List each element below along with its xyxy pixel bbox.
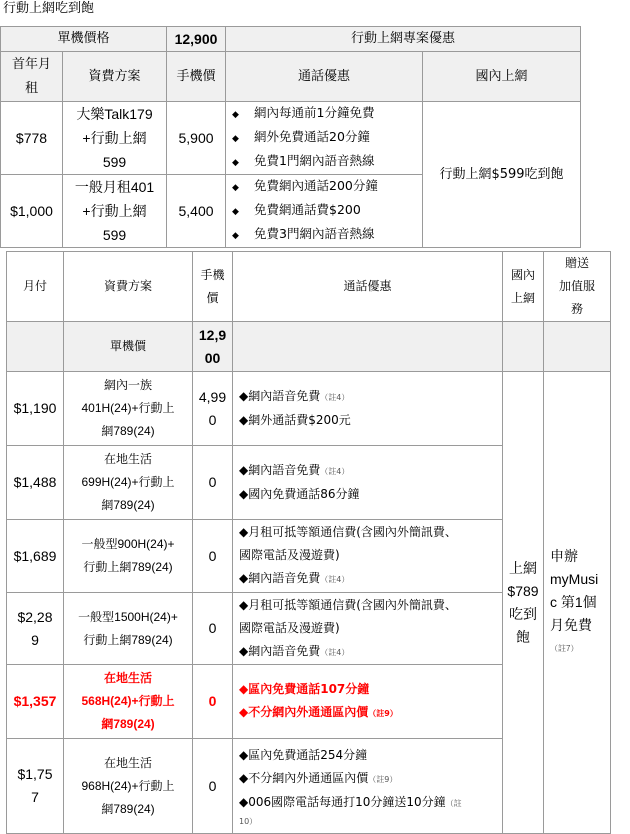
benefit-item: ◆ 網內每通前1分鐘免費 (232, 102, 422, 126)
benefit-text: ◆網內語音免費 (239, 463, 321, 477)
col-internet-line: 上網 (510, 290, 535, 305)
monthly-pay (7, 593, 64, 665)
plan-line: +行動上網 (82, 130, 147, 146)
call-benefits (233, 520, 503, 593)
col-gift-line: 贈送 (564, 256, 589, 270)
plan-line: 599 (102, 227, 127, 243)
rent-value: $778 (1, 102, 63, 175)
call-benefits (226, 175, 423, 248)
plan-line: 在地生活 (103, 671, 152, 685)
single-price-label: 單機價格 (1, 27, 167, 52)
call-benefits (233, 372, 503, 446)
single-price-label: 單機價 (64, 322, 193, 372)
col-gift-line: 務 (570, 302, 583, 316)
plan-name (64, 665, 193, 739)
monthly-plan-table (6, 251, 611, 834)
phone-price: 0 (193, 739, 233, 834)
benefit-text: ◆不分網內外通通區內價 (239, 770, 369, 785)
table-row (1, 102, 581, 175)
single-price-line: 12,9 (198, 326, 227, 343)
plan-line: 網內一族 (103, 378, 152, 392)
table-row (7, 322, 611, 372)
plan-line: 在地生活 (103, 452, 152, 466)
col-first-month-rent (1, 52, 63, 102)
monthly-pay (7, 739, 64, 834)
plan-line: 行動上網789(24) (83, 632, 173, 647)
plan-line: 網789(24) (101, 717, 155, 731)
benefit-item: ◆ 免費網通話費$200 (232, 199, 422, 223)
monthly-pay-line: $1,75 (17, 766, 53, 782)
benefit-item: 國際電話及漫遊費) (239, 548, 340, 562)
call-benefits (233, 665, 503, 739)
plan-line: 968H(24)+行動上 (81, 778, 175, 793)
empty-cell (544, 322, 611, 372)
plan-line: 大樂Talk179 (76, 106, 153, 122)
single-price-value: 12,900 (167, 27, 226, 52)
internet-offer: 行動上網$599吃到飽 (423, 102, 581, 248)
phone-price (193, 372, 233, 446)
empty-cell (233, 322, 503, 372)
footnote: （註7） (550, 644, 579, 653)
col-phone-price: 手機價 (167, 52, 226, 102)
benefit-item: ◆網外通話費$200元 (239, 413, 351, 427)
footnote: （註4） (320, 393, 350, 402)
col-call-offer: 通話優惠 (233, 252, 503, 322)
monthly-pay: $1,357 (7, 665, 64, 739)
gift-service (544, 372, 611, 834)
table-row (7, 372, 611, 446)
internet-line: $789 (507, 582, 539, 599)
promo-header: 行動上網專案優惠 (226, 27, 581, 52)
footnote: （註9） (368, 709, 398, 718)
phone-price-line: 0 (208, 411, 217, 428)
internet-line: 吃到 (509, 605, 537, 622)
benefit-item: ◆ 網外免費通話20分鐘 (232, 126, 422, 150)
benefit-item: ◆區內免費通話107分鐘 (239, 682, 370, 696)
phone-price: 0 (193, 446, 233, 520)
footnote: （註9） (368, 774, 398, 784)
col-internet (503, 252, 544, 322)
benefit-item (239, 385, 502, 409)
benefit-text: ◆006國際電話每通打10分鐘送10分鐘 (239, 794, 446, 809)
benefit-item (239, 767, 502, 791)
monthly-pay: $1,488 (7, 446, 64, 520)
benefit-item: ◆國內免費通話86分鐘 (239, 487, 360, 501)
call-benefits (226, 102, 423, 175)
call-benefits (233, 739, 503, 834)
col-gift (544, 252, 611, 322)
col-call-offer: 通話優惠 (226, 52, 423, 102)
plan-line: 401H(24)+行動上 (81, 401, 175, 415)
benefit-item: ◆ 免費3門網內語音熱線 (232, 223, 422, 247)
benefit-text: ◆網內語音免費 (239, 643, 321, 658)
phone-price: 0 (193, 593, 233, 665)
internet-offer (503, 372, 544, 834)
plan-name (63, 175, 167, 248)
phone-price: 0 (193, 665, 233, 739)
phone-price-line: 4,99 (198, 388, 227, 405)
plan-name (64, 446, 193, 520)
empty-cell (503, 322, 544, 372)
plan-line: 網789(24) (101, 424, 155, 438)
col-gift-line: 加值服 (558, 279, 595, 293)
monthly-pay: $1,689 (7, 520, 64, 593)
footnote: 10） (239, 816, 258, 826)
col-phone-price-line: 價 (206, 290, 219, 305)
benefit-item (239, 791, 502, 815)
monthly-pay: $1,190 (7, 372, 64, 446)
col-first-month-line1: 首年月 (11, 56, 51, 72)
benefit-text: ◆不分網內外通通區內價 (239, 705, 369, 719)
plan-name (64, 520, 193, 593)
plan-name (64, 593, 193, 665)
plan-line: 網789(24) (101, 498, 155, 512)
plan-name (64, 372, 193, 446)
col-phone-price-line: 手機 (200, 267, 225, 282)
benefit-item: ◆ 免費網內通話200分鐘 (232, 175, 422, 199)
gift-line: 申辦 (550, 548, 578, 564)
col-plan: 資費方案 (64, 252, 193, 322)
footnote: （註 (445, 798, 462, 808)
benefit-item (239, 459, 502, 483)
col-plan: 資費方案 (63, 52, 167, 102)
plan-line: +行動上網 (82, 203, 147, 219)
benefit-item: 國際電話及漫遊費) (239, 620, 340, 635)
benefit-item: ◆區內免費通話254分鐘 (239, 747, 368, 762)
benefit-text: ◆網內語音免費 (239, 571, 321, 585)
plan-name (64, 739, 193, 834)
monthly-pay-line: 7 (31, 789, 39, 805)
col-monthly: 月付 (7, 252, 64, 322)
plan-line: 在地生活 (103, 755, 152, 770)
plan-line: 一般月租401 (74, 179, 155, 195)
footnote: （註4） (320, 647, 350, 657)
plan-name (63, 102, 167, 175)
gift-line: c 第1個 (550, 594, 597, 610)
plan-line: 網789(24) (101, 801, 155, 816)
benefit-item: ◆月租可抵等額通信費(含國內外簡訊費、 (239, 597, 457, 612)
benefit-text: ◆網內語音免費 (239, 389, 321, 403)
benefit-item (239, 701, 502, 725)
single-price-value (193, 322, 233, 372)
empty-cell (7, 322, 64, 372)
internet-line: 上網 (509, 559, 537, 576)
plan-line: 568H(24)+行動上 (81, 694, 175, 708)
col-internet-line: 國內 (510, 267, 535, 282)
monthly-pay-line: 9 (31, 631, 39, 648)
gift-line: 月免費 (550, 617, 592, 633)
plan-line: 一般型900H(24)+ (81, 537, 175, 551)
call-benefits (233, 446, 503, 520)
phone-price: 5,400 (167, 175, 226, 248)
internet-line: 飽 (516, 628, 530, 645)
plan-line: 599 (102, 154, 127, 170)
benefit-item (239, 640, 502, 664)
phone-price: 5,900 (167, 102, 226, 175)
mobile-plan-table (0, 26, 581, 248)
plan-line: 699H(24)+行動上 (81, 475, 175, 489)
single-price-line: 00 (204, 349, 221, 366)
col-internet: 國內上網 (423, 52, 581, 102)
phone-price: 0 (193, 520, 233, 593)
benefit-item: ◆ 免費1門網內語音熱線 (232, 150, 422, 174)
page-title: 行動上網吃到飽 (3, 1, 95, 16)
monthly-pay-line: $2,28 (17, 608, 53, 625)
benefit-item: ◆月租可抵等額通信費(含國內外簡訊費、 (239, 525, 457, 539)
footnote: （註4） (320, 467, 350, 476)
gift-line: myMusi (550, 571, 599, 587)
plan-line: 一般型1500H(24)+ (78, 609, 178, 624)
benefit-item (239, 567, 502, 591)
rent-value: $1,000 (1, 175, 63, 248)
call-benefits (233, 593, 503, 665)
col-phone-price (193, 252, 233, 322)
footnote: （註4） (320, 575, 350, 584)
col-first-month-line2: 租 (24, 80, 38, 96)
plan-line: 行動上網789(24) (83, 560, 173, 574)
